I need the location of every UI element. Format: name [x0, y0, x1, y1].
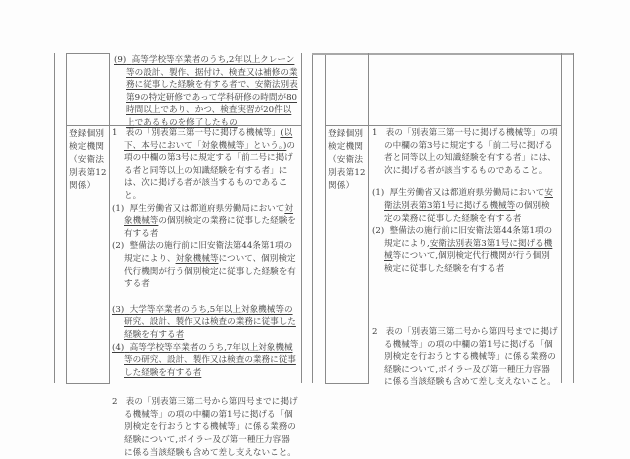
left-label-col-right-border [109, 53, 110, 383]
left-item-9-marker: (9) [114, 55, 127, 65]
left-label-cell-empty-top [66, 53, 110, 126]
right-row-label: 登録個別検定機関（安衛法別表第12関係） [328, 129, 366, 191]
left-page-outer-rule [54, 53, 55, 383]
right-row-divider [325, 125, 562, 126]
left-para-1-defined-term: (以下、本号において「対象機械等」という。) [124, 128, 293, 151]
right-item-1: (1) 厚生労働省又は都道府県労働局において安衛法別表第3第1号に掲げる機械等の個別検定の業務に従事した経験を有する者 [372, 188, 553, 224]
right-page-top-border [312, 53, 574, 55]
right-label-col-right-border [368, 53, 369, 383]
left-item-4: (4) 高等学校等卒業者のうち,7年以上対象機械等の研究、設計、製作又は検査の業務に従事した経験を有する者 [112, 342, 296, 378]
right-row-content [372, 127, 558, 276]
right-page-inner-rule [325, 53, 326, 383]
right-page-outer-rule-right [573, 53, 574, 383]
right-para-2-block [372, 326, 558, 389]
left-label-col-left-border [66, 125, 67, 383]
left-para-2: 2 表の「別表第三第二号から第四号までに掲げる機械等」の項の中欄の第1号に掲げる「個別検定を行おうとする機械等」に係る業務の経験について,ボイラー及び第一種圧力容器に係る当該経験も含めて差し支えないこと。 [112, 397, 298, 458]
left-para-1: 1 表の「別表第三第一号に掲げる機械等」(以下、本号において「対象機械等」という。)の項の中欄の第3号に規定する「前二号に掲げる者と同等以上の知識経験を有する者」には、次に掲げる者が該当するものであること。 [112, 128, 295, 201]
left-item-2: (2) 整備法の施行前に旧安衛法第44条第1項の規定により、対象機械等について、個別検定代行機関が行う個別検定に従事した経験を有する者 [112, 241, 296, 290]
right-label-col-bottom [325, 383, 369, 384]
left-label-col-bottom [66, 383, 110, 384]
right-item-2: (2) 整備法の施行前に旧安衛法第44条第1項の規定により,安衛法別表第3第1号に掲げる機械等について,個別検定代行機関が行う個別検定に従事した経験を有する者 [372, 226, 553, 274]
right-para-2: 2 表の「別表第三第二号から第四号までに掲げる機械等」の項の中欄の第1号に掲げる「個別検定を行おうとする機械等」に係る業務の経験について,ボイラー及び第一種圧力容器に係る当該経験も含めて差し支えないこと。 [372, 327, 558, 388]
left-content-right-border [301, 53, 302, 383]
left-item-3: (3) 大学等卒業者のうち,5年以上対象機械等の研究、設計、製作又は検査の業務に従事した経験を有する者 [112, 304, 296, 340]
right-para-1: 1 表の「別表第三第一号に掲げる機械等」の項の中欄の第3号に規定する「前二号に掲げる者と同等以上の知識経験を有する者」には、次に掲げる者が該当するものであること。 [372, 128, 558, 176]
left-row-content [112, 127, 298, 459]
right-page-outer-rule-left [312, 53, 313, 383]
left-item-1: (1) 厚生労働省又は都道府県労働局において対象機械等の個別検定の業務に従事した経験を有する者 [112, 203, 296, 239]
left-item-9 [114, 54, 298, 130]
left-item-9-text: 高等学校等卒業者のうち,2年以上クレーン等の設計、製作、据付け、検査又は補修の業務に従事した経験を有する者で、安衛法別表第9の特定研修であって学科研修の時間が80時間以上であり、かつ、検査実習が20件以上であるものを修了したもの [126, 55, 298, 128]
right-content-right-border [561, 53, 562, 383]
left-row-label: 登録個別検定機関（安衛法別表第12関係） [69, 129, 107, 191]
